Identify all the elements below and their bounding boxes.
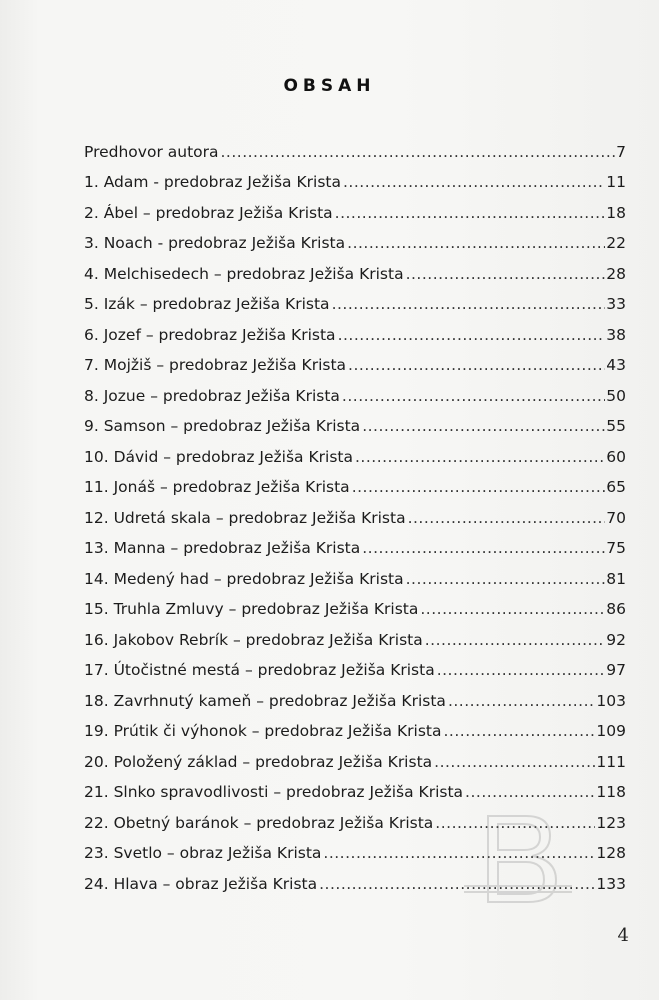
toc-entry-title: 19. Prútik či výhonok – predobraz Ježiša Krista	[84, 722, 442, 740]
toc-entry-page: 22	[606, 234, 626, 252]
toc-entry	[84, 374, 626, 405]
toc-entry-page: 86	[606, 600, 626, 618]
table-of-contents	[84, 130, 626, 893]
toc-dot-leader	[437, 661, 606, 679]
toc-entry-title: 7. Mojžiš – predobraz Ježiša Krista	[84, 356, 347, 374]
toc-entry	[84, 618, 626, 649]
toc-entry	[84, 740, 626, 771]
toc-entry	[84, 191, 626, 222]
b-logo-watermark-icon	[458, 808, 578, 908]
toc-entry-page: 75	[606, 539, 626, 557]
toc-entry	[84, 161, 626, 192]
toc-dot-leader	[355, 448, 605, 466]
toc-entry	[84, 252, 626, 283]
toc-entry-title: 17. Útočistné mestá – predobraz Ježiša Krista	[84, 661, 435, 679]
toc-entry-page: 128	[596, 844, 626, 862]
toc-entry-page: 43	[606, 356, 626, 374]
toc-entry-page: 111	[596, 752, 626, 771]
toc-entry	[84, 344, 626, 375]
toc-entry-page: 65	[606, 478, 626, 496]
toc-entry-title: 23. Svetlo – obraz Ježiša Krista	[84, 844, 322, 862]
toc-entry-title: 9. Samson – predobraz Ježiša Krista	[84, 417, 361, 435]
page-title: OBSAH	[283, 76, 376, 96]
toc-entry-page: 97	[606, 661, 626, 679]
toc-entry	[84, 649, 626, 680]
toc-entry-page: 103	[596, 691, 626, 710]
toc-dot-leader	[335, 204, 606, 222]
toc-entry-title: 22. Obetný baránok – predobraz Ježiša Krista	[84, 813, 434, 832]
toc-dot-leader	[347, 234, 605, 252]
toc-dot-leader	[362, 417, 605, 435]
toc-entry-title: 6. Jozef – predobraz Ježiša Krista	[84, 325, 336, 344]
toc-entry-title: 8. Jozue – predobraz Ježiša Krista	[84, 386, 340, 405]
toc-entry-title: 11. Jonáš – predobraz Ježiša Krista	[84, 478, 350, 496]
toc-dot-leader	[332, 295, 606, 313]
toc-dot-leader	[406, 265, 606, 283]
toc-entry	[84, 557, 626, 588]
toc-entry-page: 28	[606, 264, 626, 283]
toc-entry-page: 7	[616, 142, 626, 161]
toc-entry	[84, 710, 626, 741]
toc-entry	[84, 588, 626, 619]
toc-entry-page: 123	[596, 813, 626, 832]
toc-entry-page: 92	[606, 630, 626, 649]
toc-entry-title: 10. Dávid – predobraz Ježiša Krista	[84, 447, 353, 466]
toc-dot-leader	[406, 570, 606, 588]
toc-entry-page: 81	[606, 569, 626, 588]
toc-entry-title: 12. Udretá skala – predobraz Ježiša Krista	[84, 508, 406, 527]
toc-dot-leader	[343, 173, 605, 191]
toc-entry	[84, 313, 626, 344]
toc-entry-page: 133	[596, 874, 626, 893]
toc-entry-title: 1. Adam - predobraz Ježiša Krista	[84, 173, 341, 191]
toc-entry	[84, 496, 626, 527]
toc-entry-title: 20. Položený základ – predobraz Ježiša Krista	[84, 752, 433, 771]
toc-entry	[84, 222, 626, 253]
toc-dot-leader	[448, 692, 595, 710]
toc-entry-page: 33	[606, 295, 626, 313]
toc-dot-leader	[465, 783, 595, 801]
toc-entry-page: 118	[596, 783, 626, 801]
toc-entry-title: 3. Noach - predobraz Ježiša Krista	[84, 234, 346, 252]
toc-entry	[84, 130, 626, 161]
toc-dot-leader	[348, 356, 605, 374]
toc-entry	[84, 527, 626, 558]
toc-entry-title: 2. Ábel – predobraz Ježiša Krista	[84, 203, 333, 222]
toc-dot-leader	[408, 509, 606, 527]
toc-dot-leader	[352, 478, 606, 496]
toc-entry-title: 4. Melchisedech – predobraz Ježiša Krista	[84, 264, 404, 283]
toc-entry-title: 18. Zavrhnutý kameň – predobraz Ježiša Krista	[84, 691, 446, 710]
toc-entry-title: 21. Slnko spravodlivosti – predobraz Ježiša Krista	[84, 783, 464, 801]
toc-entry-title: 15. Truhla Zmluvy – predobraz Ježiša Krista	[84, 600, 419, 618]
toc-entry	[84, 405, 626, 436]
toc-dot-leader	[434, 753, 595, 771]
toc-entry-title: 16. Jakobov Rebrík – predobraz Ježiša Krista	[84, 630, 423, 649]
toc-dot-leader	[338, 326, 606, 344]
toc-entry-title: Predhovor autora	[84, 142, 219, 161]
toc-entry-title: 5. Izák – predobraz Ježiša Krista	[84, 295, 330, 313]
toc-entry-page: 70	[606, 508, 626, 527]
toc-dot-leader	[362, 539, 605, 557]
toc-entry	[84, 435, 626, 466]
toc-entry-page: 38	[606, 325, 626, 344]
toc-entry	[84, 771, 626, 802]
toc-dot-leader	[425, 631, 606, 649]
toc-entry-page: 50	[606, 386, 626, 405]
toc-entry	[84, 283, 626, 314]
toc-entry-page: 18	[606, 203, 626, 222]
toc-dot-leader	[342, 387, 605, 405]
toc-dot-leader	[221, 143, 616, 161]
toc-entry-title: 24. Hlava – obraz Ježiša Krista	[84, 874, 318, 893]
toc-entry	[84, 679, 626, 710]
toc-entry	[84, 466, 626, 497]
toc-entry-page: 60	[606, 447, 626, 466]
toc-entry-page: 11	[606, 173, 626, 191]
page-number: 4	[617, 925, 629, 946]
toc-dot-leader	[420, 600, 605, 618]
toc-entry-page: 55	[606, 417, 626, 435]
toc-entry-page: 109	[596, 722, 626, 740]
toc-entry-title: 13. Manna – predobraz Ježiša Krista	[84, 539, 361, 557]
toc-entry-title: 14. Medený had – predobraz Ježiša Krista	[84, 569, 404, 588]
toc-dot-leader	[443, 722, 595, 740]
